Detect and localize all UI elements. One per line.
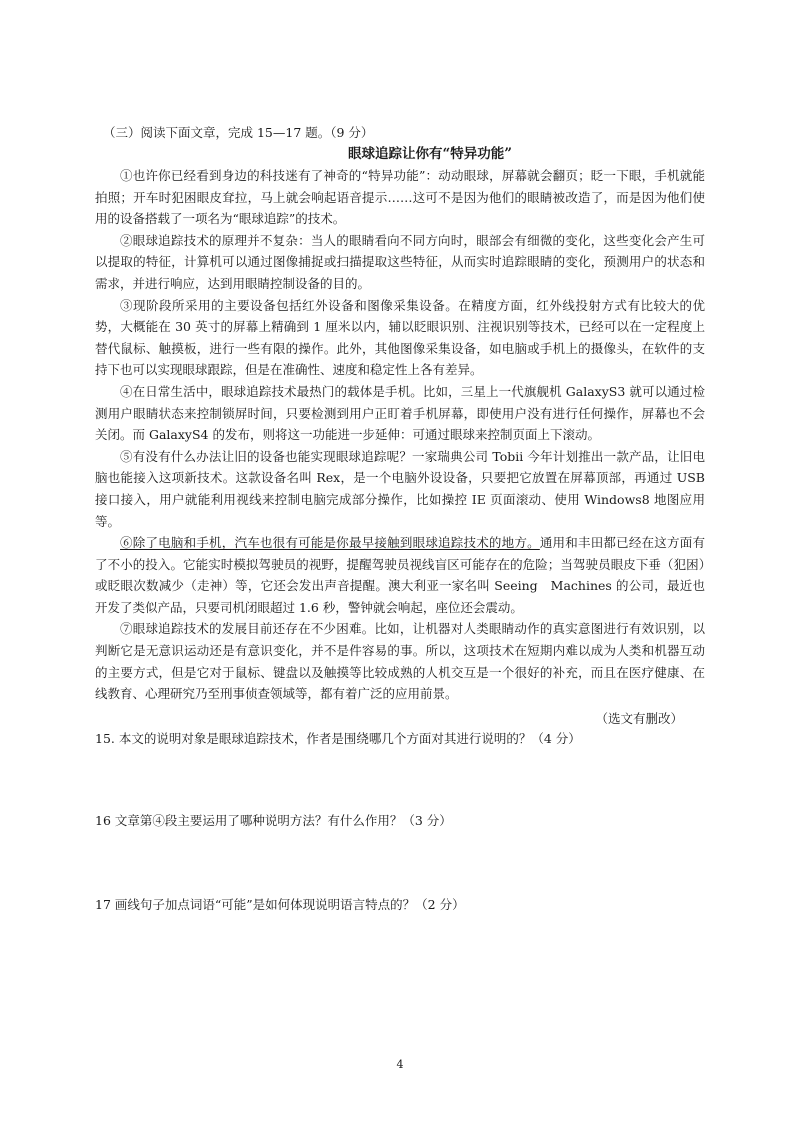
underlined-sentence: ⑥除了电脑和手机，汽车也很有可能是你最早接触到眼球追踪技术的地方。 [120,535,540,551]
paragraph-6-rest: 通用和丰田都已经在这方面有了不小的投入。它能实时模拟驾驶员的视野，提醒驾驶员视线盲区可能存在的危险；当驾驶员眼皮下垂（犯困）或眨眼次数减少（走神）等，它还会发出声音提醒。澳大利亚一家名叫 Seeing Machines 的公司，最近也开发了类似产品，只要司机闭眼超过 1.6 秒，警钟就会响起，座位还会震动。 [95,535,705,615]
paragraph-2: ②眼球追踪技术的原理并不复杂：当人的眼睛看向不同方向时，眼部会有细微的变化，这些变化会产生可以提取的特征，计算机可以通过图像捕捉或扫描提取这些特征，从而实时追踪眼睛的变化，预测用户的状态和需求，并进行响应，达到用眼睛控制设备的目的。 [95,232,705,291]
article-title: 眼球追踪让你有“特异功能” [347,146,513,162]
paragraph-7: ⑦眼球追踪技术的发展目前还存在不少困难。比如，让机器对人类眼睛动作的真实意图进行有效识别，以判断它是无意识运动还是有意识变化，并不是件容易的事。所以，这项技术在短期内难以成为人类和机器互动的主要方式，但是它对于鼠标、键盘以及触摸等比较成熟的人机交互是一个很好的补充，而且在医疗健康、在线教育、心理研究乃至刑事侦查领域等，都有着广泛的应用前景。 [95,621,705,702]
paragraph-3: ③现阶段所采用的主要设备包括红外设备和图像采集设备。在精度方面，红外线投射方式有比较大的优势，大概能在 30 英寸的屏幕上精确到 1 厘米以内，辅以眨眼识别、注视识别等技术，已经可以在一定程度上替代鼠标、触摸板，进行一些有限的操作。此外，其他图像采集设备，如电脑或手机上的摄像头，在软件的支持下也可以实现眼球跟踪，但是在准确性、速度和稳定性上各有差异。 [95,297,705,378]
section-header: （三）阅读下面文章，完成 15—17 题。（9 分） [103,125,374,140]
paragraph-5: ⑤有没有什么办法让旧的设备也能实现眼球追踪呢？一家瑞典公司 Tobii 今年计划推出一款产品，让旧电脑也能接入这项新技术。这款设备名叫 Rex，是一个电脑外设设备，只要把它放置在屏幕顶部，再通过 USB 接口接入，用户就能利用视线来控制电脑完成部分操作，比如操控 IE 页面滚动、使用 Windows8 地图应用等。 [95,448,705,529]
question-17: 17 画线句子加点词语“可能”是如何体现说明语言特点的？（2 分） [95,896,465,912]
source-note: （选文有删改） [595,710,683,726]
page-number: 4 [396,1058,404,1071]
paragraph-6 [95,532,705,618]
paragraph-4: ④在日常生活中，眼球追踪技术最热门的载体是手机。比如，三星上一代旗舰机 GalaxyS3 就可以通过检测用户眼睛状态来控制锁屏时间，只要检测到用户正盯着手机屏幕，即使用户没有进行任何操作，屏幕也不会关闭。而 GalaxyS4 的发布，则将这一功能进一步延伸：可通过眼球来控制页面上下滚动。 [95,383,705,443]
question-15: 15. 本文的说明对象是眼球追踪技术，作者是围绕哪几个方面对其进行说明的？（4 分） [95,730,581,746]
paragraph-1: ①也许你已经看到身边的科技迷有了神奇的“特异功能”：动动眼球，屏幕就会翻页；眨一下眼，手机就能拍照；开车时犯困眼皮耷拉，马上就会响起语音提示……这可不是因为他们的眼睛被改造了，而是因为他们使用的设备搭载了一项名为“眼球追踪”的技术。 [95,168,705,227]
question-16: 16 文章第④段主要运用了哪种说明方法？有什么作用？（3 分） [95,812,452,828]
document-content [95,123,705,915]
